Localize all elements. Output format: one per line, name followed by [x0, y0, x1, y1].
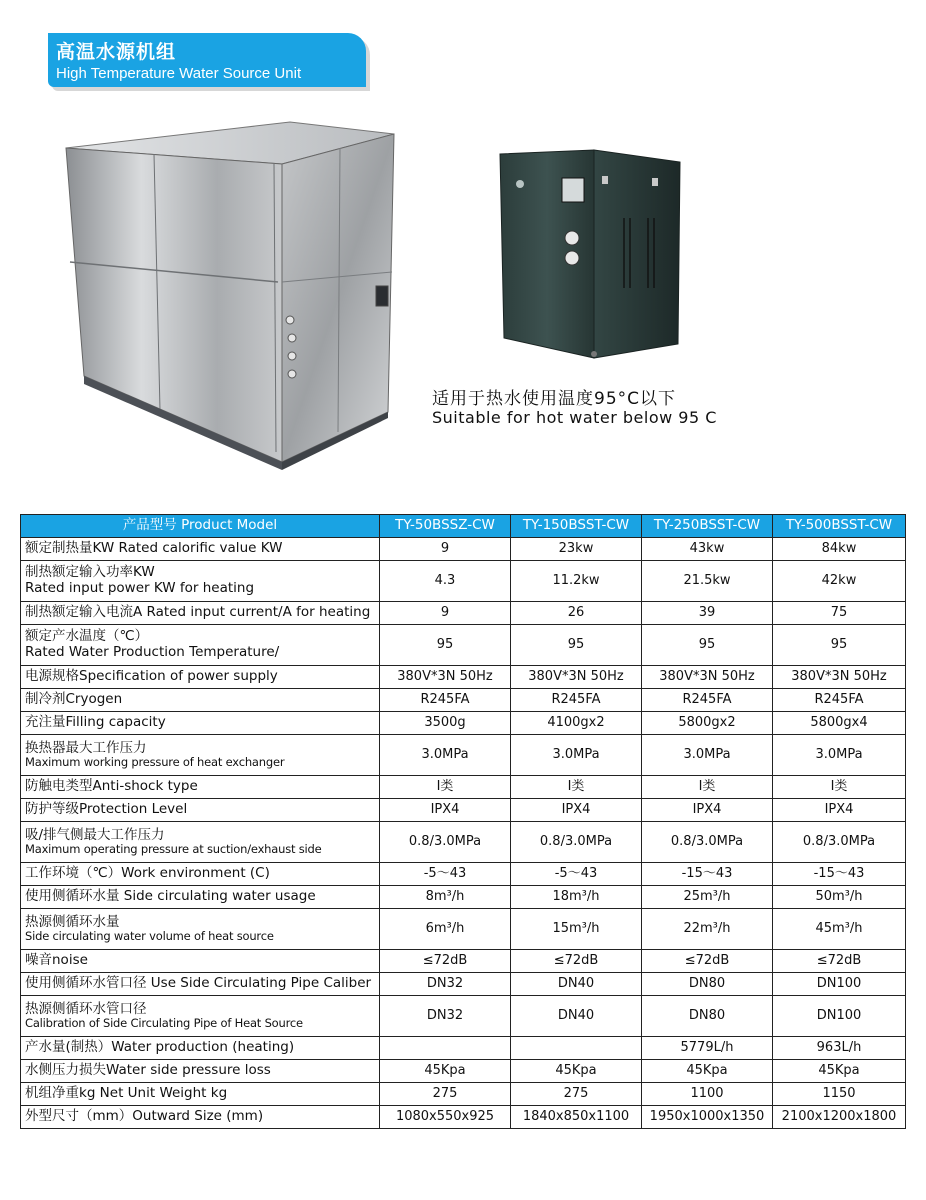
cell-value: 84kw	[773, 538, 906, 561]
table-row	[21, 950, 906, 973]
row-label	[21, 863, 380, 886]
cell-value: DN32	[380, 973, 511, 996]
cell-value	[380, 1037, 511, 1060]
cell-value: I类	[642, 776, 773, 799]
cell-value: 3500g	[380, 712, 511, 735]
cell-value: 3.0MPa	[642, 735, 773, 776]
row-label-line2: Rated input power KW for heating	[25, 580, 255, 596]
cell-value: 39	[642, 602, 773, 625]
row-label	[21, 625, 380, 666]
table-row	[21, 1083, 906, 1106]
table-row	[21, 1106, 906, 1129]
row-label	[21, 1037, 380, 1060]
unit-large-image	[58, 112, 398, 472]
cell-value: 1840x850x1100	[511, 1106, 642, 1129]
cell-value: 45Kpa	[511, 1060, 642, 1083]
cell-value: 9	[380, 602, 511, 625]
cell-value: 380V*3N 50Hz	[380, 666, 511, 689]
row-label-line1: 产水量(制热）Water production (heating)	[25, 1039, 295, 1056]
table-row	[21, 712, 906, 735]
caption-chinese: 适用于热水使用温度95°C以下	[432, 389, 677, 409]
table-row	[21, 886, 906, 909]
row-label	[21, 538, 380, 561]
row-label-line1: 水侧压力损失Water side pressure loss	[25, 1062, 271, 1079]
table-row	[21, 561, 906, 602]
cell-value: R245FA	[511, 689, 642, 712]
cell-value: 3.0MPa	[380, 735, 511, 776]
cell-value: 21.5kw	[642, 561, 773, 602]
cell-value: 6m³/h	[380, 909, 511, 950]
cell-value: -15～43	[642, 863, 773, 886]
cell-value: 0.8/3.0MPa	[511, 822, 642, 863]
row-label	[21, 822, 380, 863]
row-label-line1: 制热额定输入功率KW	[25, 564, 155, 581]
cell-value: 1150	[773, 1083, 906, 1106]
cell-value: I类	[380, 776, 511, 799]
row-label-line1: 制热额定输入电流A Rated input current/A for heating	[25, 604, 371, 621]
row-label	[21, 973, 380, 996]
cell-value: ≤72dB	[773, 950, 906, 973]
spec-table-body	[21, 538, 906, 1129]
cell-value: 95	[511, 625, 642, 666]
cell-value: 75	[773, 602, 906, 625]
row-label	[21, 776, 380, 799]
cell-value: 95	[773, 625, 906, 666]
cell-value: ≤72dB	[511, 950, 642, 973]
table-row	[21, 1060, 906, 1083]
cell-value: I类	[773, 776, 906, 799]
cell-value: IPX4	[642, 799, 773, 822]
table-row	[21, 973, 906, 996]
row-label-line1: 额定制热量KW Rated calorific value KW	[25, 540, 283, 557]
cell-value: 3.0MPa	[511, 735, 642, 776]
cell-value: 45Kpa	[642, 1060, 773, 1083]
row-label-line1: 外型尺寸（mm）Outward Size (mm)	[25, 1108, 264, 1125]
cell-value: 23kw	[511, 538, 642, 561]
row-label	[21, 1083, 380, 1106]
row-label-line1: 充注量Filling capacity	[25, 714, 166, 731]
row-label-line1: 使用侧循环水量 Side circulating water usage	[25, 888, 316, 905]
cell-value: -5～43	[511, 863, 642, 886]
row-label	[21, 666, 380, 689]
cell-value: R245FA	[773, 689, 906, 712]
cell-value: IPX4	[511, 799, 642, 822]
cell-value: 5800gx2	[642, 712, 773, 735]
title-english: High Temperature Water Source Unit	[56, 65, 302, 82]
row-label-line1: 吸/排气侧最大工作压力	[25, 826, 165, 843]
cell-value: 4.3	[380, 561, 511, 602]
cell-value: 1100	[642, 1083, 773, 1106]
row-label-line1: 制冷剂Cryogen	[25, 691, 123, 708]
header-model: TY-150BSST-CW	[511, 515, 642, 538]
table-row	[21, 863, 906, 886]
table-row	[21, 538, 906, 561]
row-label	[21, 561, 380, 602]
cell-value: 18m³/h	[511, 886, 642, 909]
cell-value: 1080x550x925	[380, 1106, 511, 1129]
table-row	[21, 776, 906, 799]
cell-value: 50m³/h	[773, 886, 906, 909]
cell-value: 0.8/3.0MPa	[773, 822, 906, 863]
row-label-line2: Side circulating water volume of heat source	[25, 929, 274, 944]
header-model: TY-50BSSZ-CW	[380, 515, 511, 538]
cell-value: ≤72dB	[380, 950, 511, 973]
row-label	[21, 1060, 380, 1083]
cell-value: 25m³/h	[642, 886, 773, 909]
cell-value: DN100	[773, 973, 906, 996]
spec-table	[20, 514, 906, 1129]
cell-value: 11.2kw	[511, 561, 642, 602]
cell-value: 9	[380, 538, 511, 561]
cell-value: 0.8/3.0MPa	[380, 822, 511, 863]
table-header-row	[21, 515, 906, 538]
cell-value: 1950x1000x1350	[642, 1106, 773, 1129]
cell-value: 0.8/3.0MPa	[642, 822, 773, 863]
header-model: TY-500BSST-CW	[773, 515, 906, 538]
unit-small-image	[498, 148, 684, 362]
cell-value: 4100gx2	[511, 712, 642, 735]
cell-value: 963L/h	[773, 1037, 906, 1060]
row-label-line2: Maximum operating pressure at suction/exhaust side	[25, 842, 322, 857]
cell-value: DN40	[511, 996, 642, 1037]
header-model: TY-250BSST-CW	[642, 515, 773, 538]
row-label-line1: 热源侧循环水量	[25, 913, 120, 930]
cell-value: I类	[511, 776, 642, 799]
row-label-line1: 额定产水温度（℃）	[25, 628, 149, 645]
row-label	[21, 799, 380, 822]
title-chinese: 高温水源机组	[56, 41, 177, 63]
cell-value: 380V*3N 50Hz	[642, 666, 773, 689]
row-label	[21, 712, 380, 735]
cell-value: 3.0MPa	[773, 735, 906, 776]
row-label	[21, 909, 380, 950]
cell-value: 45m³/h	[773, 909, 906, 950]
cell-value: 5779L/h	[642, 1037, 773, 1060]
row-label	[21, 1106, 380, 1129]
row-label	[21, 602, 380, 625]
row-label-line1: 使用侧循环水管口径 Use Side Circulating Pipe Caliber	[25, 975, 372, 992]
table-row	[21, 1037, 906, 1060]
cell-value: 8m³/h	[380, 886, 511, 909]
cell-value: R245FA	[380, 689, 511, 712]
row-label-line1: 防触电类型Anti-shock type	[25, 778, 198, 795]
table-row	[21, 909, 906, 950]
cell-value: 2100x1200x1800	[773, 1106, 906, 1129]
title-banner	[48, 33, 366, 87]
row-label-line2: Calibration of Side Circulating Pipe of Heat Source	[25, 1016, 303, 1031]
table-row	[21, 799, 906, 822]
row-label	[21, 735, 380, 776]
table-row	[21, 689, 906, 712]
cell-value: IPX4	[380, 799, 511, 822]
cell-value: DN32	[380, 996, 511, 1037]
table-row	[21, 996, 906, 1037]
header-product-model: 产品型号 Product Model	[21, 515, 380, 538]
cell-value: ≤72dB	[642, 950, 773, 973]
row-label	[21, 950, 380, 973]
row-label-line1: 防护等级Protection Level	[25, 801, 188, 818]
cell-value: 380V*3N 50Hz	[511, 666, 642, 689]
row-label	[21, 886, 380, 909]
table-row	[21, 625, 906, 666]
cell-value: 275	[380, 1083, 511, 1106]
row-label	[21, 689, 380, 712]
row-label-line1: 工作环境（℃）Work environment (C)	[25, 865, 270, 882]
cell-value: IPX4	[773, 799, 906, 822]
cell-value: -5～43	[380, 863, 511, 886]
table-row	[21, 822, 906, 863]
cell-value: DN40	[511, 973, 642, 996]
cell-value: 45Kpa	[773, 1060, 906, 1083]
cell-value: 45Kpa	[380, 1060, 511, 1083]
table-row	[21, 602, 906, 625]
cell-value: 43kw	[642, 538, 773, 561]
row-label-line1: 换热器最大工作压力	[25, 739, 147, 756]
cell-value: 5800gx4	[773, 712, 906, 735]
cell-value: 42kw	[773, 561, 906, 602]
cell-value: -15～43	[773, 863, 906, 886]
cell-value: 95	[380, 625, 511, 666]
cell-value: 275	[511, 1083, 642, 1106]
table-row	[21, 666, 906, 689]
caption-english: Suitable for hot water below 95 C	[432, 408, 717, 427]
table-row	[21, 735, 906, 776]
row-label-line1: 电源规格Specification of power supply	[25, 668, 278, 685]
cell-value: 380V*3N 50Hz	[773, 666, 906, 689]
cell-value: 95	[642, 625, 773, 666]
row-label-line1: 噪音noise	[25, 952, 88, 969]
cell-value: 22m³/h	[642, 909, 773, 950]
cell-value: DN80	[642, 996, 773, 1037]
row-label-line2: Rated Water Production Temperature/	[25, 644, 280, 660]
row-label	[21, 996, 380, 1037]
cell-value: 26	[511, 602, 642, 625]
cell-value: DN100	[773, 996, 906, 1037]
row-label-line2: Maximum working pressure of heat exchanger	[25, 755, 285, 770]
row-label-line1: 热源侧循环水管口径	[25, 1000, 147, 1017]
cell-value	[511, 1037, 642, 1060]
cell-value: R245FA	[642, 689, 773, 712]
cell-value: 15m³/h	[511, 909, 642, 950]
row-label-line1: 机组净重kg Net Unit Weight kg	[25, 1085, 228, 1102]
cell-value: DN80	[642, 973, 773, 996]
